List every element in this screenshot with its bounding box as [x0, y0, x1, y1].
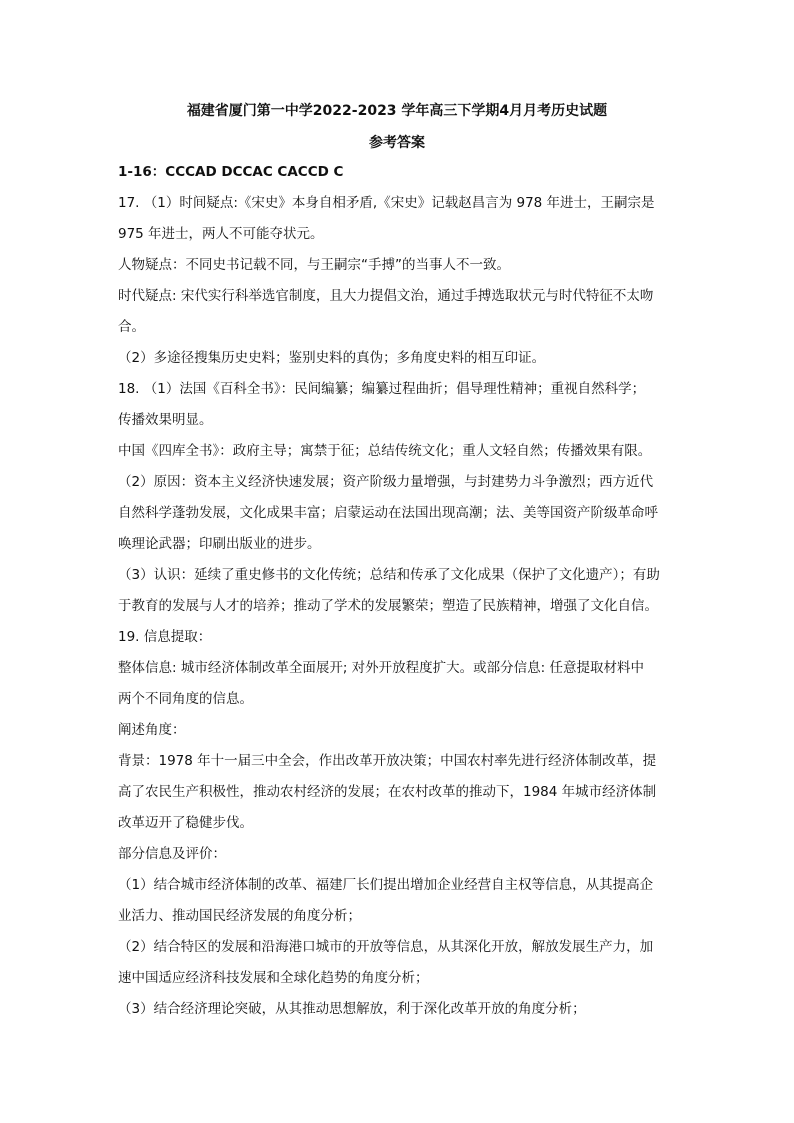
page-title: 福建省厦门第一中学2022-2023 学年高三下学期4月月考历史试题 — [186, 103, 608, 119]
answer-line: 部分信息及评价： — [118, 846, 226, 862]
answer-line: 自然科学蓬勃发展，文化成果丰富；启蒙运动在法国出现高潮；法、美等国资产阶级革命呼 — [118, 505, 658, 521]
answer-line: 合。 — [118, 319, 145, 335]
answer-line: 背景：1978 年十一届三中全会，作出改革开放决策；中国农村率先进行经济体制改革，提 — [118, 753, 657, 769]
answer-line: （3）结合经济理论突破，从其推动思想解放，利于深化改革开放的角度分析； — [118, 1001, 586, 1017]
answer-line: 高了农民生产积极性，推动农村经济的发展；在农村改革的推动下，1984 年城市经济体制 — [118, 784, 657, 800]
answer-line: 改革迈开了稳健步伐。 — [118, 815, 253, 831]
answer-line: 两个不同角度的信息。 — [118, 691, 253, 707]
answer-line: 19. 信息提取： — [118, 629, 212, 645]
answer-line: （3）认识：延续了重史修书的文化传统；总结和传承了文化成果（保护了文化遗产）；有助 — [118, 567, 660, 583]
answer-line: 唤理论武器；印刷出版业的进步。 — [118, 536, 321, 552]
answer-body — [118, 157, 680, 1025]
answer-line: 17. （1）时间疑点:《宋史》本身自相矛盾,《宋史》记载赵昌言为 978 年进士，王嗣宗是 — [118, 195, 655, 211]
answer-line: 18. （1）法国《百科全书》：民间编纂；编纂过程曲折；倡导理性精神；重视自然科学； — [118, 381, 646, 397]
answer-line: （2）多途径搜集历史史料；鉴别史料的真伪；多角度史料的相互印证。 — [118, 350, 546, 366]
page-subtitle: 参考答案 — [369, 135, 425, 151]
answer-line: 于教育的发展与人才的培养；推动了学术的发展繁荣；塑造了民族精神，增强了文化自信。 — [118, 598, 658, 614]
answer-line: 975 年进士，两人不可能夺状元。 — [118, 226, 324, 242]
answer-line: 速中国适应经济科技发展和全球化趋势的角度分析； — [118, 970, 429, 986]
answer-line: 业活力、推动国民经济发展的角度分析； — [118, 908, 361, 924]
answer-line: 阐述角度： — [118, 722, 186, 738]
answer-line: 时代疑点: 宋代实行科举选官制度，且大力提倡文治，通过手搏选取状元与时代特征不太吻 — [118, 288, 654, 304]
answer-line: 中国《四库全书》：政府主导；寓禁于征；总结传统文化；重人文轻自然；传播效果有限。 — [118, 443, 652, 459]
answer-line: （2）原因：资本主义经济快速发展；资产阶级力量增强，与封建势力斗争激烈；西方近代 — [118, 474, 654, 490]
answer-line: 整体信息: 城市经济体制改革全面展开; 对外开放程度扩大。或部分信息: 任意提取材料中 — [118, 660, 645, 676]
answer-line: 传播效果明显。 — [118, 412, 213, 428]
answer-line: （1）结合城市经济体制的改革、福建厂长们提出增加企业经营自主权等信息，从其提高企 — [118, 877, 654, 893]
answer-line: （2）结合特区的发展和沿海港口城市的开放等信息，从其深化开放，解放发展生产力，加 — [118, 939, 654, 955]
answer-line: 人物疑点：不同史书记载不同，与王嗣宗“手搏”的当事人不一致。 — [118, 257, 510, 273]
answer-line-choice-key: 1-16：CCCAD DCCAC CACCD C — [118, 164, 344, 180]
